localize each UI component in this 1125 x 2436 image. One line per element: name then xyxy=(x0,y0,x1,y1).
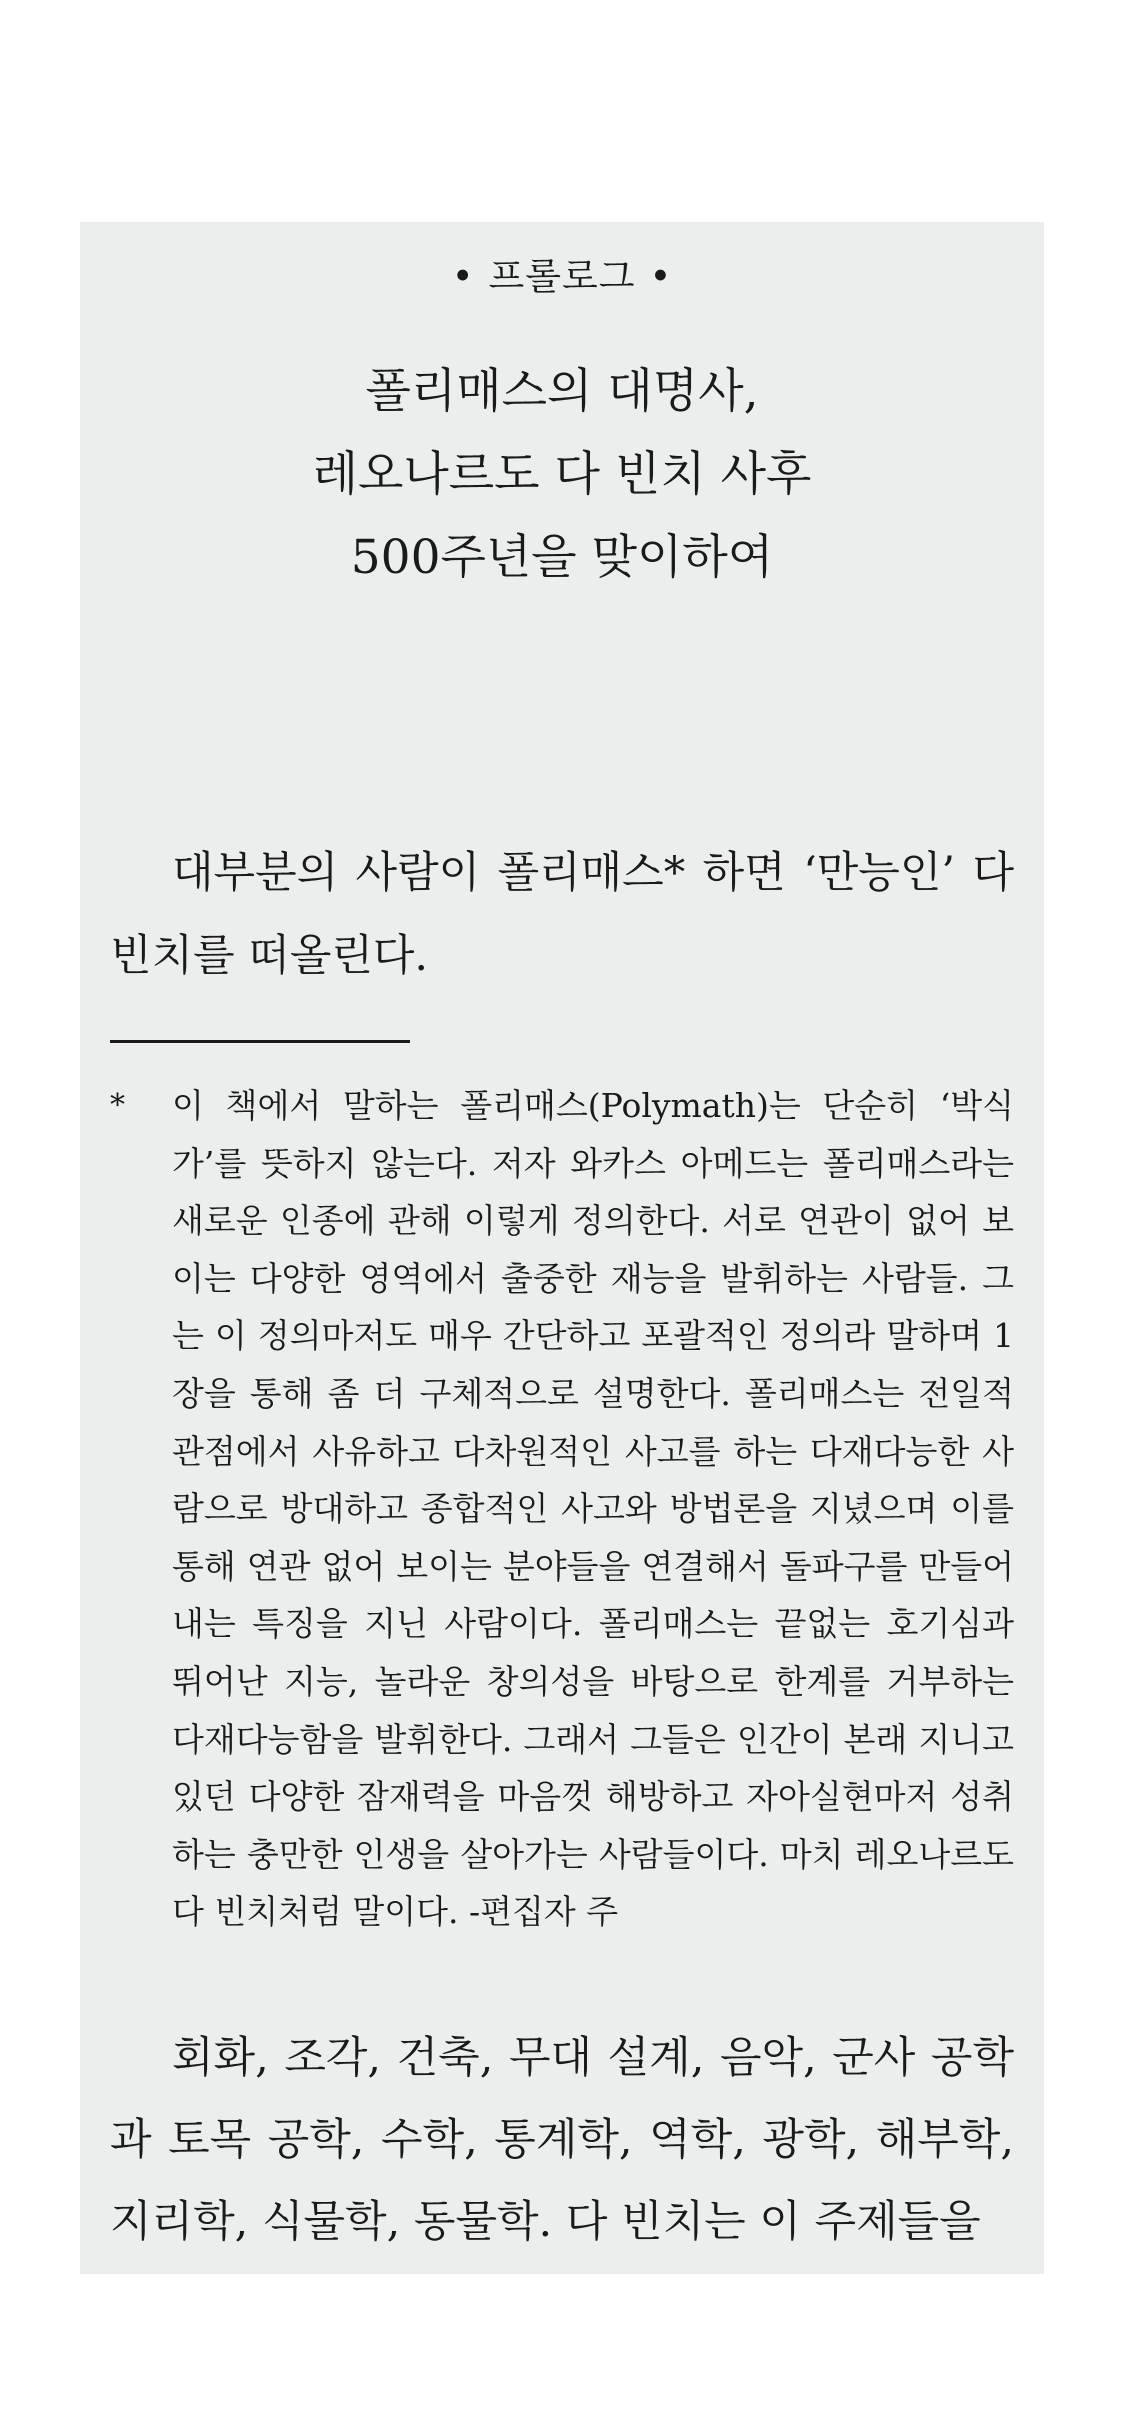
prologue-label xyxy=(80,252,1044,302)
footnote-marker: * xyxy=(110,1088,125,1123)
book-page-content[interactable] xyxy=(80,222,1044,2274)
prologue-label-text: 프롤로그 xyxy=(488,255,636,298)
bullet-dot-right: • xyxy=(649,255,673,298)
chapter-title-line-3: 500주년을 맞이하여 xyxy=(350,530,774,585)
bullet-dot-left: • xyxy=(451,255,475,298)
footnote xyxy=(110,1077,1014,1941)
footnote-divider xyxy=(110,1040,410,1043)
footnote-text: 이 책에서 말하는 폴리매스(Polymath)는 단순히 ‘박식가’를 뜻하지 않는다. 저자 와카스 아메드는 폴리매스라는 새로운 인종에 관해 이렇게 정의한다. 서로 연관이 없어 보이는 다양한 영역에서 출중한 재능을 발휘하는 사람들. 그는 이 정의마저도 매우 간단하고 포괄적인 정의라 말하며 1장을 통해 좀 더 구체적으로 설명한다. 폴리매스는 전일적 관점에서 사유하고 다차원적인 사고를 하는 다재다능한 사람으로 방대하고 종합적인 사고와 방법론을 지녔으며 이를 통해 연관 없어 보이는 분야들을 연결해서 돌파구를 만들어내는 특징을 지닌 사람이다. 폴리매스는 끝없는 호기심과 뛰어난 지능, 놀라운 창의성을 바탕으로 한계를 거부하는 다재다능함을 발휘한다. 그래서 그들은 인간이 본래 지니고 있던 다양한 잠재력을 마음껏 해방하고 자아실현마저 성취하는 충만한 인생을 살아가는 사람들이다. 마치 레오나르도 다 빈치처럼 말이다. -편집자 주 xyxy=(172,1086,1014,1932)
chapter-title-line-1: 폴리매스의 대명사, xyxy=(365,364,759,419)
lead-paragraph: 대부분의 사람이 폴리매스* 하면 ‘만능인’ 다 빈치를 떠올린다. xyxy=(110,848,1014,981)
chapter-title xyxy=(80,350,1044,599)
body-paragraph: 회화, 조각, 건축, 무대 설계, 음악, 군사 공학과 토목 공학, 수학, 통계학, 역학, 광학, 해부학, 지리학, 식물학, 동물학. 다 빈치는 이 주제들을 xyxy=(110,2033,1014,2247)
chapter-title-line-2: 레오나르도 다 빈치 사후 xyxy=(312,447,812,502)
